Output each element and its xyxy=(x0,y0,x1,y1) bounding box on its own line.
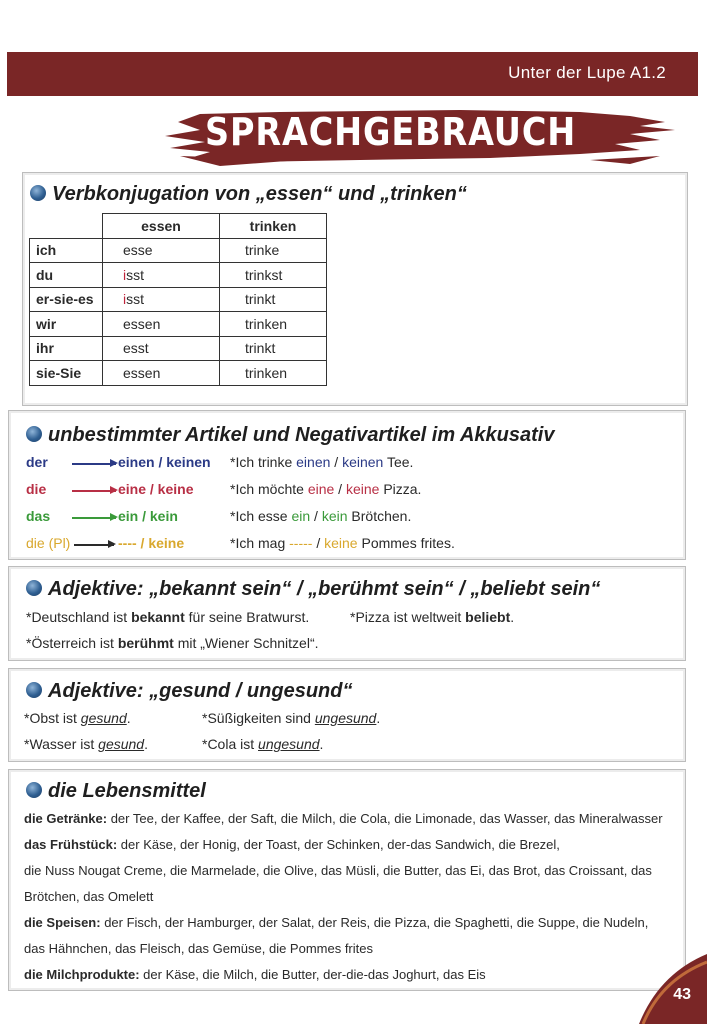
vocab-milchprodukte: die Milchprodukte: der Käse, die Milch, die Butter, der-die-das Joghurt, das Eis xyxy=(24,967,486,982)
vocab-speisen: die Speisen: der Fisch, der Hamburger, der Salat, der Reis, die Pizza, die Spaghetti, die Suppe, die Nudeln, xyxy=(24,915,649,930)
vocab-fruehstueck: das Frühstück: der Käse, der Honig, der Toast, der Schinken, der-das Sandwich, die Brezel, xyxy=(24,837,560,852)
article-die-pl: die (Pl) xyxy=(26,535,71,551)
arrow-icon xyxy=(74,544,114,546)
essen-cell: isst xyxy=(103,263,220,288)
article-target-die: eine / keine xyxy=(118,481,194,497)
essen-cell: esst xyxy=(103,336,220,361)
section-title: SPRACHGEBRAUCH xyxy=(205,110,577,154)
column-header-trinken: trinken xyxy=(220,214,327,239)
adjectives-famous-heading: Adjektive: „bekannt sein“ / „berühmt sein“ / „beliebt sein“ xyxy=(26,578,600,601)
vocab-speisen-2: das Hähnchen, das Fleisch, das Gemüse, die Pommes frites xyxy=(24,941,373,956)
verb-conjugation-heading: Verbkonjugation von „essen“ und „trinken“ xyxy=(30,183,467,206)
article-die: die xyxy=(26,481,47,497)
bullet-icon xyxy=(26,682,42,698)
example-suessigkeiten: *Süßigkeiten sind ungesund. xyxy=(202,710,381,726)
bullet-icon xyxy=(26,426,42,442)
trinken-cell: trinken xyxy=(220,361,327,386)
book-title: Unter der Lupe A1.2 xyxy=(508,63,666,82)
pronoun-cell: du xyxy=(30,263,103,288)
header-bar xyxy=(7,52,698,96)
essen-cell: isst xyxy=(103,287,220,312)
article-der: der xyxy=(26,454,48,470)
article-target-das: ein / kein xyxy=(118,508,178,524)
example-beruehmt: *Österreich ist berühmt mit „Wiener Schnitzel“. xyxy=(26,635,319,651)
article-das: das xyxy=(26,508,51,524)
pronoun-cell: ihr xyxy=(30,336,103,361)
vocab-getraenke: die Getränke: der Tee, der Kaffee, der Saft, die Milch, die Cola, die Limonade, das Wasser, das Mineralwasser xyxy=(24,811,663,826)
vocab-fruehstueck-3: Brötchen, das Omelett xyxy=(24,889,154,904)
example-die-pl: *Ich mag ----- / keine Pommes frites. xyxy=(230,535,455,551)
table-row xyxy=(30,287,327,312)
page-number: 43 xyxy=(673,986,691,1003)
adjectives-healthy-heading: Adjektive: „gesund / ungesund“ xyxy=(26,680,352,703)
example-cola: *Cola ist ungesund. xyxy=(202,736,324,752)
example-obst: *Obst ist gesund. xyxy=(24,710,131,726)
essen-cell: esse xyxy=(103,238,220,263)
column-header-essen: essen xyxy=(103,214,220,239)
arrow-icon xyxy=(72,463,116,465)
table-row xyxy=(30,361,327,386)
trinken-cell: trinke xyxy=(220,238,327,263)
essen-cell: essen xyxy=(103,312,220,337)
trinken-cell: trinkst xyxy=(220,263,327,288)
table-row xyxy=(30,312,327,337)
example-die: *Ich möchte eine / keine Pizza. xyxy=(230,481,422,497)
bullet-icon xyxy=(26,782,42,798)
bullet-icon xyxy=(26,580,42,596)
table-row xyxy=(30,263,327,288)
table-header-row xyxy=(30,214,327,239)
article-target-der: einen / keinen xyxy=(118,454,211,470)
arrow-icon xyxy=(72,490,116,492)
example-bekannt: *Deutschland ist bekannt für seine Bratwurst. xyxy=(26,609,310,625)
bullet-icon xyxy=(30,185,46,201)
trinken-cell: trinken xyxy=(220,312,327,337)
articles-heading: unbestimmter Artikel und Negativartikel im Akkusativ xyxy=(26,424,554,447)
example-beliebt: *Pizza ist weltweit beliebt. xyxy=(350,609,515,625)
pronoun-cell: sie-Sie xyxy=(30,361,103,386)
pronoun-cell: er-sie-es xyxy=(30,287,103,312)
essen-cell: essen xyxy=(103,361,220,386)
trinken-cell: trinkt xyxy=(220,336,327,361)
article-target-die-pl: ---- / keine xyxy=(118,535,185,551)
example-wasser: *Wasser ist gesund. xyxy=(24,736,148,752)
vocab-fruehstueck-2: die Nuss Nougat Creme, die Marmelade, die Olive, das Müsli, die Butter, das Ei, das Brot, das Croissant, das xyxy=(24,863,652,878)
food-vocabulary-heading: die Lebensmittel xyxy=(26,780,206,803)
example-das: *Ich esse ein / kein Brötchen. xyxy=(230,508,412,524)
pronoun-cell: ich xyxy=(30,238,103,263)
arrow-icon xyxy=(72,517,116,519)
trinken-cell: trinkt xyxy=(220,287,327,312)
conjugation-table xyxy=(29,213,327,386)
example-der: *Ich trinke einen / keinen Tee. xyxy=(230,454,414,470)
table-row xyxy=(30,336,327,361)
pronoun-cell: wir xyxy=(30,312,103,337)
table-row xyxy=(30,238,327,263)
